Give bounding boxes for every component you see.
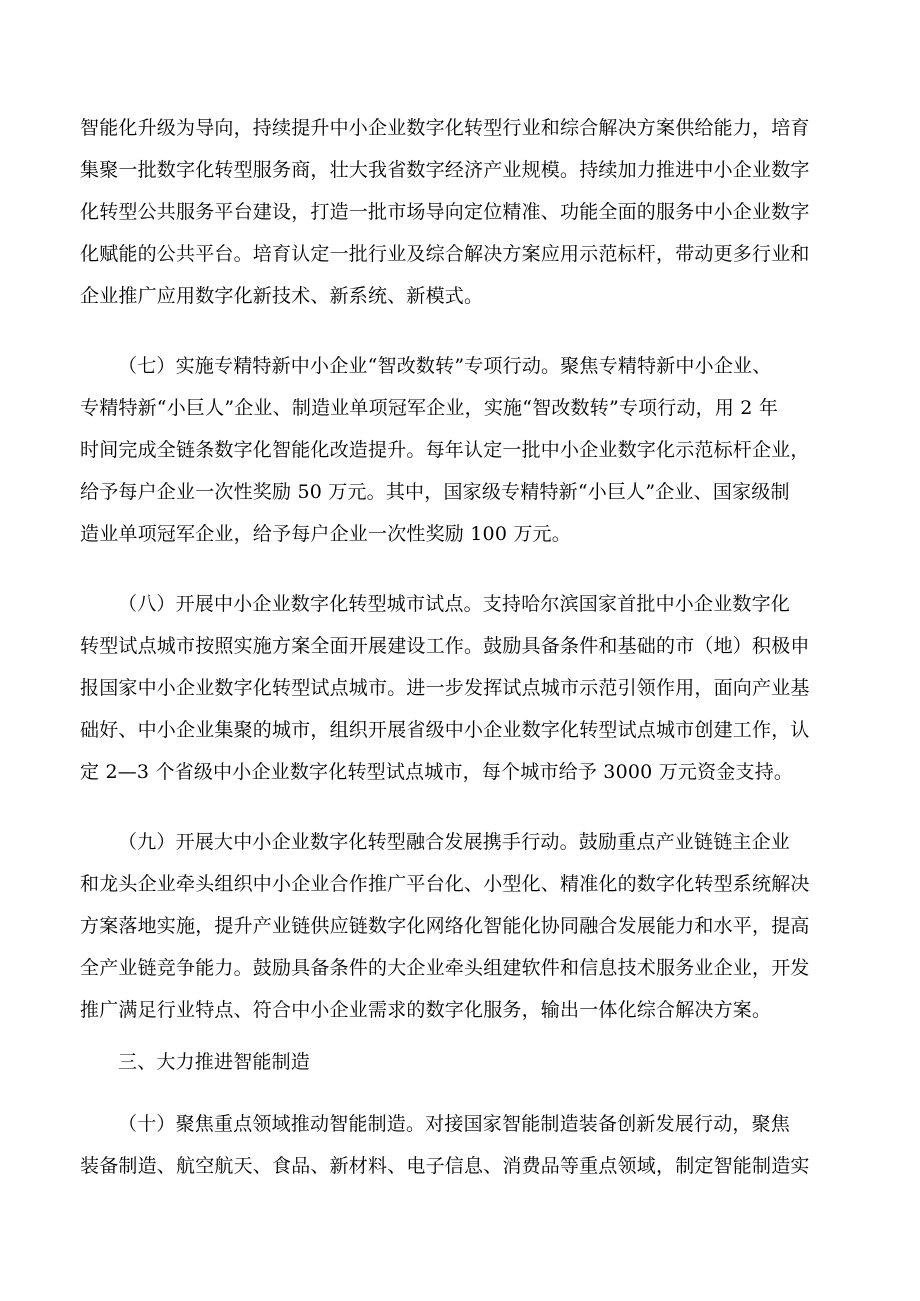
text-line: 集聚一批数字化转型服务商，壮大我省数字经济产业规模。持续加力推进中小企业数字 [80, 159, 810, 181]
text-line: （九）开展大中小企业数字化转型融合发展携手行动。鼓励重点产业链链主企业 [118, 831, 791, 853]
text-line: 推广满足行业特点、符合中小企业需求的数字化服务，输出一体化综合解决方案。 [80, 999, 772, 1021]
text-line: 企业推广应用数字化新技术、新系统、新模式。 [80, 285, 484, 307]
heading-text: 三、大力推进智能制造 [118, 1051, 311, 1073]
text-line: 化转型公共服务平台建设，打造一批市场导向定位精准、功能全面的服务中小企业数字 [80, 201, 810, 223]
text-line: （八）开展中小企业数字化转型城市试点。支持哈尔滨国家首批中小企业数字化 [118, 593, 791, 615]
text-line: 报国家中小企业数字化转型试点城市。进一步发挥试点城市示范引领作用，面向产业基 [80, 677, 810, 699]
text-line: （七）实施专精特新中小企业“智改数转”专项行动。聚焦专精特新中小企业、 [118, 355, 772, 377]
text-line: 给予每户企业一次性奖励 50 万元。其中，国家级专精特新“小巨人”企业、国家级制 [80, 481, 790, 503]
text-line: 全产业链竞争能力。鼓励具备条件的大企业牵头组建软件和信息技术服务业企业，开发 [80, 957, 810, 979]
text-line: 专精特新“小巨人”企业、制造业单项冠军企业，实施“智改数转”专项行动，用 2 年 [80, 397, 779, 419]
text-line: 方案落地实施，提升产业链供应链数字化网络化智能化协同融合发展能力和水平，提高 [80, 915, 810, 937]
text-line: 时间完成全链条数字化智能化改造提升。每年认定一批中小企业数字化示范标杆企业， [80, 439, 810, 461]
text-line: 化赋能的公共平台。培育认定一批行业及综合解决方案应用示范标杆，带动更多行业和 [80, 243, 810, 265]
text-line: （十）聚焦重点领域推动智能制造。对接国家智能制造装备创新发展行动，聚焦 [118, 1113, 791, 1135]
text-line: 转型试点城市按照实施方案全面开展建设工作。鼓励具备条件和基础的市（地）积极申 [80, 635, 810, 657]
text-line: 和龙头企业牵头组织中小企业合作推广平台化、小型化、精准化的数字化转型系统解决 [80, 873, 810, 895]
text-line: 装备制造、航空航天、食品、新材料、电子信息、消费品等重点领域，制定智能制造实 [80, 1155, 810, 1177]
text-line: 定 2—3 个省级中小企业数字化转型试点城市，每个城市给予 3000 万元资金支持。 [80, 761, 794, 783]
text-line: 础好、中小企业集聚的城市，组织开展省级中小企业数字化转型试点城市创建工作，认 [80, 719, 810, 741]
text-line: 智能化升级为导向，持续提升中小企业数字化转型行业和综合解决方案供给能力，培育 [80, 117, 810, 139]
text-line: 造业单项冠军企业，给予每户企业一次性奖励 100 万元。 [80, 523, 571, 545]
